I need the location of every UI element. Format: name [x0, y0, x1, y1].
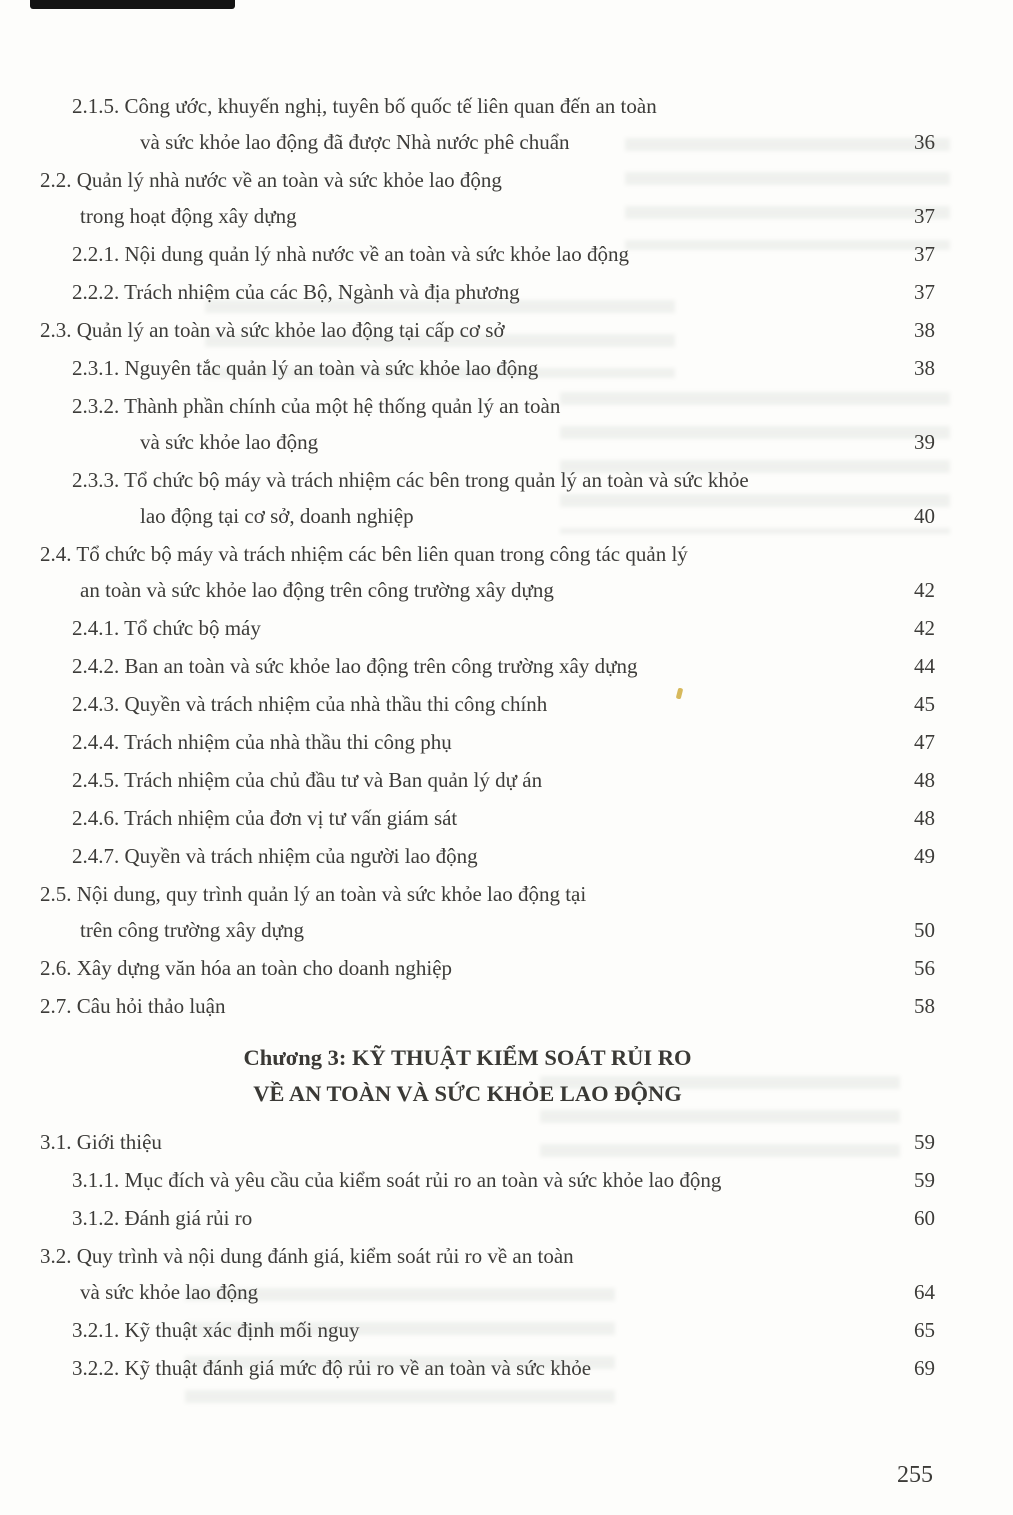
- toc-entry-page: 48: [914, 806, 935, 830]
- toc-entry-page: 50: [914, 918, 935, 942]
- toc-entry: [40, 1238, 935, 1310]
- toc-entry-page: 40: [914, 504, 935, 528]
- table-of-contents: [40, 88, 935, 1388]
- toc-list-part2: [40, 1124, 935, 1386]
- toc-entry-page: 59: [914, 1130, 935, 1154]
- toc-entry-line: 2.2.2. Trách nhiệm của các Bộ, Ngành và địa phương: [72, 280, 520, 304]
- toc-entry-page: 37: [914, 280, 935, 304]
- toc-entry: [40, 462, 935, 534]
- toc-entry-line: 2.3. Quản lý an toàn và sức khỏe lao động tại cấp cơ sở: [40, 318, 505, 342]
- toc-entry-page: 58: [914, 994, 935, 1018]
- toc-entry-page: 42: [914, 578, 935, 602]
- toc-entry-text: [72, 88, 887, 160]
- toc-entry-text: [72, 686, 887, 722]
- toc-entry-page: 48: [914, 768, 935, 792]
- toc-entry-line: 2.4.2. Ban an toàn và sức khỏe lao động trên công trường xây dựng: [72, 654, 638, 678]
- toc-entry-page: 65: [914, 1318, 935, 1342]
- chapter-3-heading: [40, 1040, 895, 1112]
- toc-entry: [40, 762, 935, 798]
- toc-entry-text: [72, 762, 887, 798]
- toc-entry: [40, 876, 935, 948]
- toc-entry: [40, 274, 935, 310]
- toc-entry-line: 3.1. Giới thiệu: [40, 1130, 162, 1154]
- toc-entry-text: [72, 1162, 887, 1198]
- toc-entry: [40, 1124, 935, 1160]
- toc-entry-line: và sức khỏe lao động đã được Nhà nước phê chuẩn: [140, 130, 570, 154]
- toc-entry-page: 45: [914, 692, 935, 716]
- toc-entry-page: 38: [914, 356, 935, 380]
- toc-entry-line: và sức khỏe lao động: [140, 430, 319, 454]
- toc-entry: [40, 800, 935, 836]
- toc-entry: [40, 950, 935, 986]
- toc-entry-line: 2.4. Tổ chức bộ máy và trách nhiệm các bên liên quan trong công tác quản lý: [40, 542, 688, 566]
- toc-entry-line: lao động tại cơ sở, doanh nghiệp: [140, 504, 414, 528]
- toc-entry: [40, 610, 935, 646]
- toc-entry: [40, 686, 935, 722]
- toc-entry-page: 47: [914, 730, 935, 754]
- toc-entry: [40, 724, 935, 760]
- toc-entry-text: [40, 162, 887, 234]
- toc-entry-text: [72, 1312, 887, 1348]
- toc-entry-text: [72, 724, 887, 760]
- toc-entry-line: trên công trường xây dựng: [80, 918, 304, 942]
- toc-entry-page: 49: [914, 844, 935, 868]
- toc-entry-text: [72, 610, 887, 646]
- toc-entry-line: 2.2. Quản lý nhà nước về an toàn và sức khỏe lao động: [40, 168, 502, 192]
- toc-entry: [40, 350, 935, 386]
- toc-entry-text: [72, 838, 887, 874]
- toc-entry-line: 2.4.4. Trách nhiệm của nhà thầu thi công phụ: [72, 730, 452, 754]
- toc-entry-text: [72, 236, 887, 272]
- toc-entry: [40, 648, 935, 684]
- toc-entry-page: 39: [914, 430, 935, 454]
- toc-entry-line: 2.4.3. Quyền và trách nhiệm của nhà thầu thi công chính: [72, 692, 548, 716]
- toc-list-part1: [40, 88, 935, 1024]
- chapter-3-heading-line2: VỀ AN TOÀN VÀ SỨC KHỎE LAO ĐỘNG: [253, 1081, 682, 1106]
- toc-entry-page: 64: [914, 1280, 935, 1304]
- toc-entry-line: 2.5. Nội dung, quy trình quản lý an toàn và sức khỏe lao động tại: [40, 882, 587, 906]
- toc-entry-page: 37: [914, 242, 935, 266]
- toc-entry-text: [40, 1238, 887, 1310]
- chapter-3-heading-line1: Chương 3: KỸ THUẬT KIỂM SOÁT RỦI RO: [243, 1045, 692, 1070]
- page-number: 255: [897, 1462, 933, 1488]
- toc-entry-text: [72, 462, 887, 534]
- toc-entry-page: 38: [914, 318, 935, 342]
- toc-entry-line: 3.1.2. Đánh giá rủi ro: [72, 1206, 253, 1230]
- toc-entry-line: 2.4.1. Tổ chức bộ máy: [72, 616, 261, 640]
- toc-entry-text: [72, 350, 887, 386]
- toc-entry-text: [40, 988, 887, 1024]
- toc-entry-text: [72, 648, 887, 684]
- toc-entry-line: trong hoạt động xây dựng: [80, 204, 297, 228]
- toc-entry-line: 2.1.5. Công ước, khuyến nghị, tuyên bố quốc tế liên quan đến an toàn: [72, 94, 657, 118]
- toc-entry-line: 2.3.1. Nguyên tắc quản lý an toàn và sức khỏe lao động: [72, 356, 539, 380]
- toc-entry-text: [40, 950, 887, 986]
- toc-entry-page: 59: [914, 1168, 935, 1192]
- toc-entry-text: [40, 1124, 887, 1160]
- toc-entry-page: 69: [914, 1356, 935, 1380]
- toc-entry-line: 2.4.7. Quyền và trách nhiệm của người lao động: [72, 844, 478, 868]
- toc-entry: [40, 1312, 935, 1348]
- toc-entry-line: 3.2.2. Kỹ thuật đánh giá mức độ rủi ro về an toàn và sức khỏe: [72, 1356, 592, 1380]
- scan-artifact-bar: [30, 0, 235, 9]
- toc-entry-page: 44: [914, 654, 935, 678]
- toc-entry: [40, 838, 935, 874]
- toc-entry-line: 2.2.1. Nội dung quản lý nhà nước về an toàn và sức khỏe lao động: [72, 242, 630, 266]
- toc-entry: [40, 162, 935, 234]
- toc-entry-page: 42: [914, 616, 935, 640]
- toc-entry-text: [72, 1200, 887, 1236]
- toc-entry-text: [72, 800, 887, 836]
- toc-entry-line: 3.1.1. Mục đích và yêu cầu của kiểm soát rủi ro an toàn và sức khỏe lao động: [72, 1168, 722, 1192]
- toc-entry-line: 3.2.1. Kỹ thuật xác định mối nguy: [72, 1318, 360, 1342]
- toc-entry-text: [72, 388, 887, 460]
- toc-entry: [40, 1350, 935, 1386]
- toc-entry: [40, 988, 935, 1024]
- toc-entry-text: [40, 536, 887, 608]
- toc-entry-line: 2.4.6. Trách nhiệm của đơn vị tư vấn giám sát: [72, 806, 458, 830]
- toc-entry-page: 37: [914, 204, 935, 228]
- toc-entry-page: 56: [914, 956, 935, 980]
- toc-entry-text: [40, 876, 887, 948]
- toc-entry-line: 2.4.5. Trách nhiệm của chủ đầu tư và Ban quản lý dự án: [72, 768, 543, 792]
- toc-entry: [40, 1162, 935, 1198]
- toc-entry: [40, 88, 935, 160]
- toc-entry-line: an toàn và sức khỏe lao động trên công trường xây dựng: [80, 578, 554, 602]
- toc-entry-page: 60: [914, 1206, 935, 1230]
- toc-entry-line: 3.2. Quy trình và nội dung đánh giá, kiểm soát rủi ro về an toàn: [40, 1244, 574, 1268]
- toc-entry: [40, 536, 935, 608]
- toc-entry: [40, 236, 935, 272]
- toc-entry: [40, 388, 935, 460]
- toc-entry-line: 2.3.3. Tổ chức bộ máy và trách nhiệm các bên trong quản lý an toàn và sức khỏe: [72, 468, 749, 492]
- toc-entry-text: [72, 1350, 887, 1386]
- toc-entry-text: [72, 274, 887, 310]
- toc-entry-line: 2.6. Xây dựng văn hóa an toàn cho doanh nghiệp: [40, 956, 453, 980]
- toc-entry-text: [40, 312, 887, 348]
- toc-entry-line: 2.7. Câu hỏi thảo luận: [40, 994, 226, 1018]
- toc-entry-line: và sức khỏe lao động: [80, 1280, 259, 1304]
- toc-entry: [40, 312, 935, 348]
- toc-entry-line: 2.3.2. Thành phần chính của một hệ thống quản lý an toàn: [72, 394, 561, 418]
- toc-entry: [40, 1200, 935, 1236]
- toc-entry-page: 36: [914, 130, 935, 154]
